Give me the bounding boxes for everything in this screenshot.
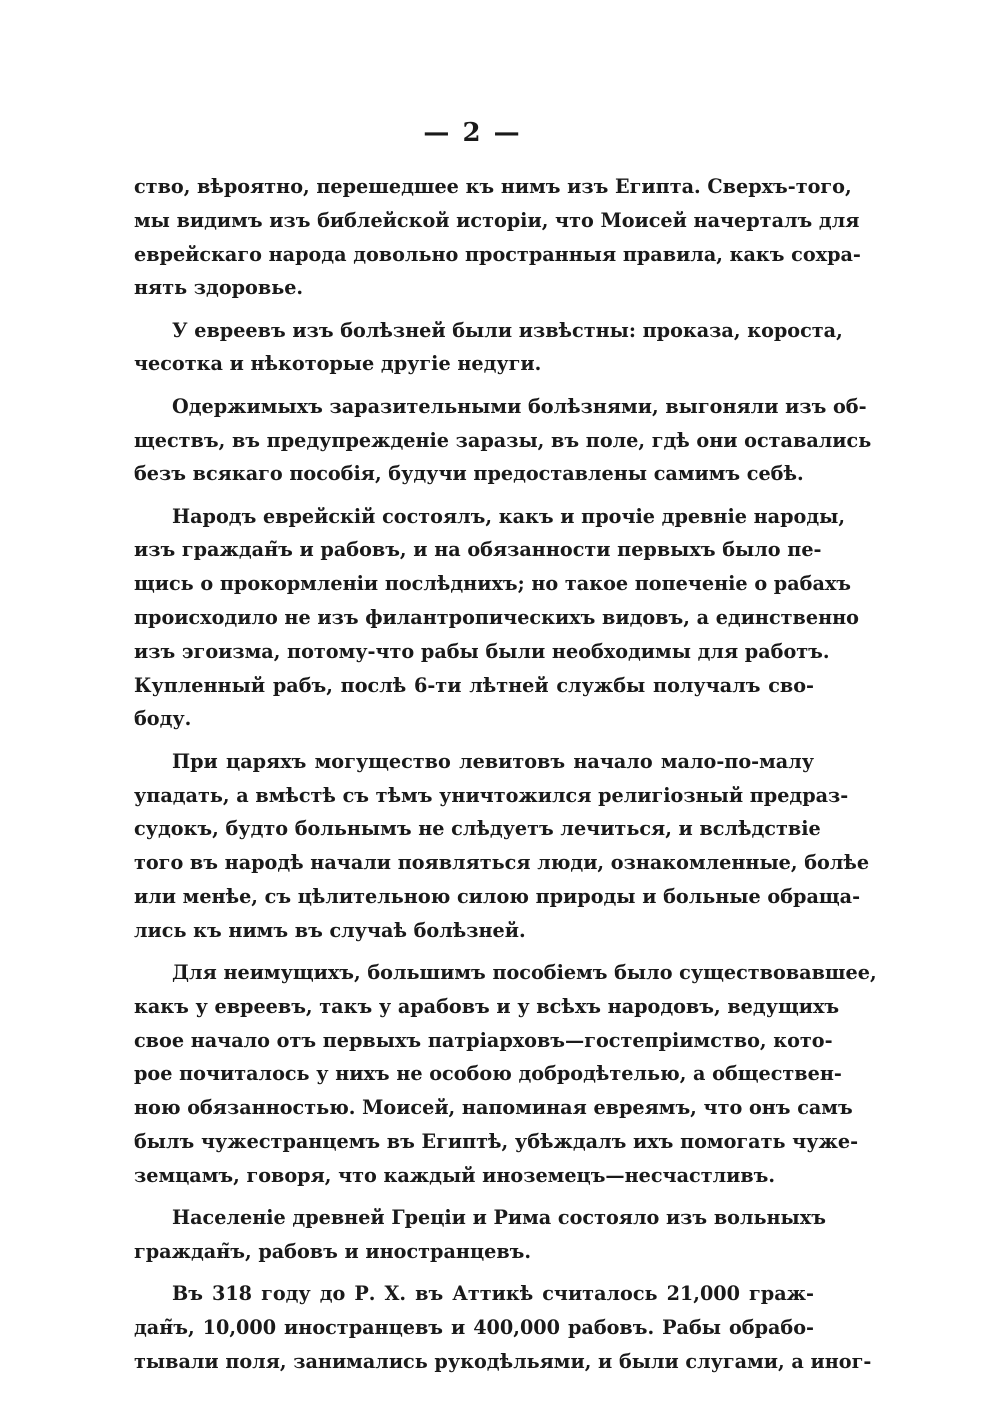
- text-line: безъ всякаго пособія, будучи предоставлены самимъ себѣ.: [134, 462, 804, 486]
- paragraph: [134, 1201, 826, 1269]
- text-line: тывали поля, занимались рукодѣльями, и были слугами, а иног-: [134, 1349, 872, 1373]
- text-line: упадать, а вмѣстѣ съ тѣмъ уничтожился религіозный предраз-: [134, 783, 849, 807]
- text-line: ство, вѣроятно, перешедшее къ нимъ изъ Египта. Сверхъ-того,: [134, 175, 852, 198]
- text-line: изъ граждан̃ъ и рабовъ, и на обязанности первыхъ было пе-: [134, 538, 822, 562]
- paragraph: [134, 956, 877, 1193]
- text-line: Народъ еврейскій состоялъ, какъ и прочіе древніе народы,: [172, 504, 846, 528]
- text-line: еврейскаго народа довольно пространныя правила, какъ сохра-: [134, 242, 861, 266]
- text-line: У евреевъ изъ болѣзней были извѣстны: проказа, короста,: [172, 318, 843, 342]
- text-line: былъ чужестранцемъ въ Египтѣ, убѣждалъ ихъ помогать чуже-: [134, 1130, 859, 1154]
- text-line: судокъ, будто больнымъ не слѣдуетъ лечиться, и вслѣдствіе: [134, 817, 821, 841]
- text-line: ною обязанностью. Моисей, напоминая евреямъ, что онъ самъ: [134, 1096, 853, 1120]
- text-line: чесотка и нѣкоторые другіе недуги.: [134, 352, 542, 376]
- text-line: щись о прокормленіи послѣднихъ; но такое попеченіе о рабахъ: [134, 572, 852, 596]
- text-line: или менѣе, съ цѣлительною силою природы и больные обраща-: [134, 884, 861, 908]
- text-line: нять здоровье.: [134, 276, 304, 300]
- text-line: граждан̃ъ, рабовъ и иностранцевъ.: [134, 1239, 532, 1263]
- text-line: Населеніе древней Греціи и Рима состояло изъ вольныхъ: [172, 1206, 826, 1230]
- paragraph: [134, 500, 859, 737]
- text-line: Въ 318 году до Р. Х. въ Аттикѣ считалось 21,000 граж-: [172, 1282, 814, 1306]
- text-line: земцамъ, говоря, что каждый иноземецъ—несчастливъ.: [134, 1163, 776, 1187]
- paragraph: [134, 170, 861, 305]
- text-line: рое почиталось у нихъ не особою добродѣтелью, а обществен-: [134, 1062, 842, 1086]
- text-line: ществъ, въ предупрежденіе заразы, въ поле, гдѣ они оставались: [134, 428, 872, 452]
- text-line: того въ народѣ начали появляться люди, ознакомленные, болѣе: [134, 851, 870, 875]
- body-text: [134, 170, 877, 1387]
- text-line: дан̃ъ, 10,000 иностранцевъ и 400,000 рабовъ. Рабы обрабо-: [134, 1316, 814, 1339]
- paragraph: [134, 1277, 872, 1378]
- paragraph: [134, 745, 870, 948]
- text-line: Для неимущихъ, большимъ пособіемъ было существовавшее,: [172, 961, 877, 985]
- text-line: боду.: [134, 707, 192, 731]
- text-line: Одержимыхъ заразительными болѣзнями, выгоняли изъ об-: [172, 394, 867, 418]
- text-line: лись къ нимъ въ случаѣ болѣзней.: [134, 918, 526, 942]
- text-line: При царяхъ могущество левитовъ начало мало-по-малу: [172, 749, 814, 773]
- page-number: — 2 —: [423, 118, 522, 148]
- paragraph: [134, 314, 843, 382]
- text-line: Купленный рабъ, послѣ 6-ти лѣтней службы получалъ сво-: [134, 673, 814, 697]
- text-line: изъ эгоизма, потому-что рабы были необходимы для работъ.: [134, 639, 830, 663]
- text-line: какъ у евреевъ, такъ у арабовъ и у всѣхъ народовъ, ведущихъ: [134, 994, 840, 1018]
- text-line: свое начало отъ первыхъ патріарховъ—гостепріимство, кото-: [134, 1028, 833, 1052]
- text-line: происходило не изъ филантропическихъ видовъ, а единственно: [134, 606, 859, 630]
- paragraph: [134, 390, 872, 491]
- text-line: мы видимъ изъ библейской исторіи, что Моисей начерталъ для: [134, 208, 860, 232]
